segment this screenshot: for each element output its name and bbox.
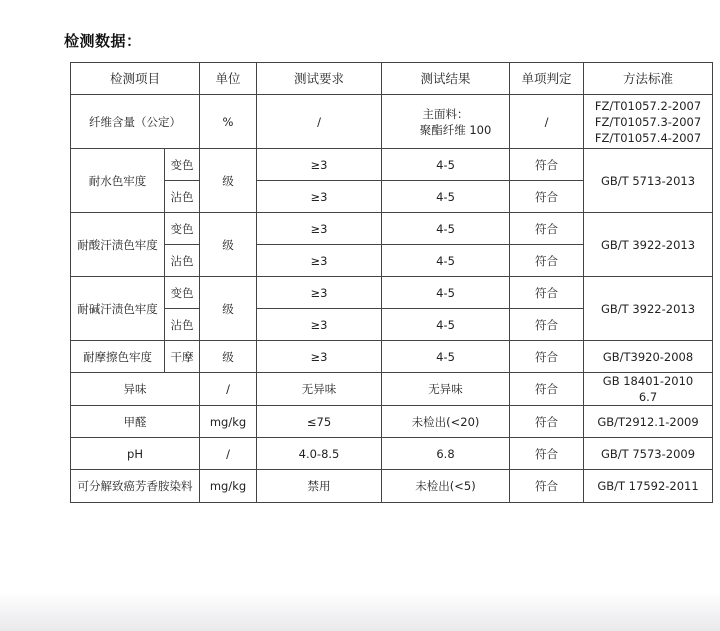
fiber-standard-3: FZ/T01057.4-2007: [594, 130, 702, 145]
alkali-item: 耐碱汗渍色牢度: [71, 277, 165, 341]
rubbing-requirement: ≥3: [257, 341, 382, 373]
azo-requirement: 禁用: [257, 470, 382, 503]
water-item: 耐水色牢度: [71, 149, 165, 213]
water-standard: GB/T 5713-2013: [584, 149, 713, 213]
odor-standard: [584, 373, 713, 406]
acid-result-2: 4-5: [382, 245, 510, 277]
water-result-1: 4-5: [382, 149, 510, 181]
acid-item: 耐酸汗渍色牢度: [71, 213, 165, 277]
azo-item: 可分解致癌芳香胺染料: [71, 470, 200, 503]
acid-sub-2: 沾色: [165, 245, 200, 277]
table-row-acid-1: [71, 213, 713, 245]
ph-unit: /: [200, 438, 257, 470]
azo-standard: GB/T 17592-2011: [584, 470, 713, 503]
alkali-unit: 级: [200, 277, 257, 341]
rubbing-result: 4-5: [382, 341, 510, 373]
odor-judgment: 符合: [510, 373, 584, 406]
fiber-result-line1: 主面料：: [422, 106, 469, 121]
fiber-unit: %: [200, 95, 257, 149]
test-data-table: [70, 62, 713, 503]
table-row-fiber: [71, 95, 713, 149]
acid-sub-1: 变色: [165, 213, 200, 245]
alkali-requirement-1: ≥3: [257, 277, 382, 309]
odor-item: 异味: [71, 373, 200, 406]
col-header-result: 测试结果: [382, 63, 510, 95]
water-result-2: 4-5: [382, 181, 510, 213]
formaldehyde-judgment: 符合: [510, 406, 584, 438]
fiber-result-line2: 聚酯纤维 100: [419, 122, 492, 137]
odor-standard-line2: 6.7: [638, 390, 658, 404]
rubbing-item: 耐摩擦色牢度: [71, 341, 165, 373]
col-header-item: 检测项目: [71, 63, 200, 95]
rubbing-standard: GB/T3920-2008: [584, 341, 713, 373]
col-header-judgment: 单项判定: [510, 63, 584, 95]
fiber-result: [382, 95, 510, 149]
col-header-standard: 方法标准: [584, 63, 713, 95]
col-header-unit: 单位: [200, 63, 257, 95]
water-requirement-1: ≥3: [257, 149, 382, 181]
alkali-result-2: 4-5: [382, 309, 510, 341]
table-row-rubbing: [71, 341, 713, 373]
water-sub-2: 沾色: [165, 181, 200, 213]
table-row-odor: [71, 373, 713, 406]
fiber-requirement: /: [257, 95, 382, 149]
formaldehyde-result: 未检出(<20): [382, 406, 510, 438]
alkali-requirement-2: ≥3: [257, 309, 382, 341]
azo-result: 未检出(<5): [382, 470, 510, 503]
alkali-standard: GB/T 3922-2013: [584, 277, 713, 341]
odor-requirement: 无异味: [257, 373, 382, 406]
ph-standard: GB/T 7573-2009: [584, 438, 713, 470]
acid-standard: GB/T 3922-2013: [584, 213, 713, 277]
fiber-standards: [584, 95, 713, 149]
table-row-ph: [71, 438, 713, 470]
odor-standard-line1: GB 18401-2010: [602, 374, 694, 388]
acid-judgment-2: 符合: [510, 245, 584, 277]
fiber-judgment: /: [510, 95, 584, 149]
table-row-formaldehyde: [71, 406, 713, 438]
ph-result: 6.8: [382, 438, 510, 470]
alkali-judgment-1: 符合: [510, 277, 584, 309]
rubbing-judgment: 符合: [510, 341, 584, 373]
alkali-sub-1: 变色: [165, 277, 200, 309]
formaldehyde-unit: mg/kg: [200, 406, 257, 438]
azo-unit: mg/kg: [200, 470, 257, 503]
alkali-sub-2: 沾色: [165, 309, 200, 341]
water-requirement-2: ≥3: [257, 181, 382, 213]
azo-judgment: 符合: [510, 470, 584, 503]
formaldehyde-requirement: ≤75: [257, 406, 382, 438]
bottom-shadow: [0, 591, 720, 631]
alkali-judgment-2: 符合: [510, 309, 584, 341]
alkali-result-1: 4-5: [382, 277, 510, 309]
formaldehyde-item: 甲醛: [71, 406, 200, 438]
col-header-requirement: 测试要求: [257, 63, 382, 95]
rubbing-unit: 级: [200, 341, 257, 373]
ph-item: pH: [71, 438, 200, 470]
ph-requirement: 4.0-8.5: [257, 438, 382, 470]
acid-requirement-2: ≥3: [257, 245, 382, 277]
water-judgment-1: 符合: [510, 149, 584, 181]
acid-unit: 级: [200, 213, 257, 277]
table-row-azo: [71, 470, 713, 503]
fiber-standard-2: FZ/T01057.3-2007: [594, 114, 702, 129]
acid-result-1: 4-5: [382, 213, 510, 245]
water-unit: 级: [200, 149, 257, 213]
acid-judgment-1: 符合: [510, 213, 584, 245]
section-heading: 检测数据：: [64, 32, 142, 50]
odor-result: 无异味: [382, 373, 510, 406]
fiber-standard-1: FZ/T01057.2-2007: [594, 98, 702, 113]
table-row-water-1: [71, 149, 713, 181]
acid-requirement-1: ≥3: [257, 213, 382, 245]
table-row-alkali-1: [71, 277, 713, 309]
rubbing-sub: 干摩: [165, 341, 200, 373]
water-sub-1: 变色: [165, 149, 200, 181]
table-header-row: [71, 63, 713, 95]
water-judgment-2: 符合: [510, 181, 584, 213]
fiber-item: 纤维含量（公定）: [71, 95, 200, 149]
odor-unit: /: [200, 373, 257, 406]
formaldehyde-standard: GB/T2912.1-2009: [584, 406, 713, 438]
ph-judgment: 符合: [510, 438, 584, 470]
